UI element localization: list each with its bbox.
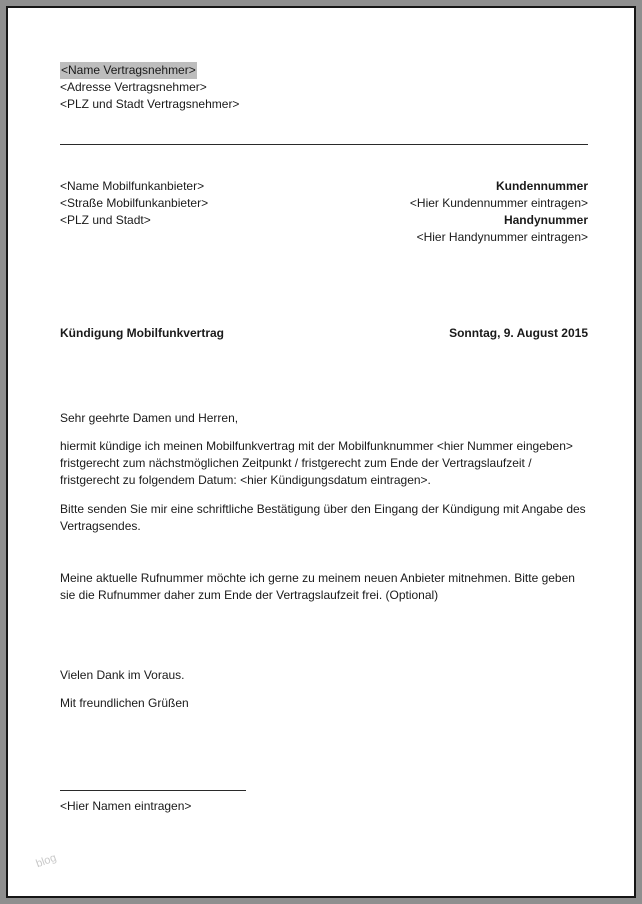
sender-city-placeholder: <PLZ und Stadt Vertragsnehmer> xyxy=(60,97,240,111)
phone-number-placeholder: <Hier Handynummer eintragen> xyxy=(416,230,588,244)
closing-line: Mit freundlichen Grüßen xyxy=(60,696,189,710)
recipient-name-placeholder: <Name Mobilfunkanbieter> xyxy=(60,179,205,193)
thanks-line: Vielen Dank im Voraus. xyxy=(60,668,185,682)
header-divider xyxy=(60,144,588,145)
signature-line xyxy=(60,790,246,791)
phone-number-label: Handynummer xyxy=(503,213,588,227)
signature-name-placeholder: <Hier Namen eintragen> xyxy=(60,799,192,813)
sender-block xyxy=(60,62,588,113)
letter-date: Sonntag, 9. August 2015 xyxy=(449,326,588,340)
sender-name-placeholder: <Name Vertragsnehmer> xyxy=(61,63,196,77)
salutation: Sehr geehrte Damen und Herren, xyxy=(60,411,239,425)
sender-address-placeholder: <Adresse Vertragsnehmer> xyxy=(60,80,207,94)
customer-number-label: Kundennummer xyxy=(495,179,588,193)
meta-block xyxy=(410,178,588,246)
body-paragraph: Bitte senden Sie mir eine schriftliche Bestätigung über den Eingang der Kündigung mit Angabe des Vertragsendes. xyxy=(60,502,586,533)
address-meta-row xyxy=(60,178,588,246)
letter-page xyxy=(6,6,636,898)
recipient-street-placeholder: <Straße Mobilfunkanbieter> xyxy=(60,196,209,210)
subject-row xyxy=(60,325,588,342)
subject-title: Kündigung Mobilfunkvertrag xyxy=(60,326,224,340)
body-paragraph: hiermit kündige ich meinen Mobilfunkvertrag mit der Mobilfunknummer <hier Nummer eingeben> fristgerecht zum nächstmöglichen Zeitpunkt / fristgerecht zum Ende der Vertragslaufzeit / fristgerecht zu folgendem Datum: <hier Kündigungsdatum eintragen>. xyxy=(60,439,573,487)
recipient-block xyxy=(60,178,208,246)
customer-number-placeholder: <Hier Kundennummer eintragen> xyxy=(409,196,588,210)
sender-name-line xyxy=(60,62,588,79)
blog-watermark: blog xyxy=(34,851,59,871)
body-paragraph: Meine aktuelle Rufnummer möchte ich gerne zu meinem neuen Anbieter mitnehmen. Bitte geben sie die Rufnummer daher zum Ende der Vertragslaufzeit frei. (Optional) xyxy=(60,571,575,602)
recipient-city-placeholder: <PLZ und Stadt> xyxy=(60,213,151,227)
